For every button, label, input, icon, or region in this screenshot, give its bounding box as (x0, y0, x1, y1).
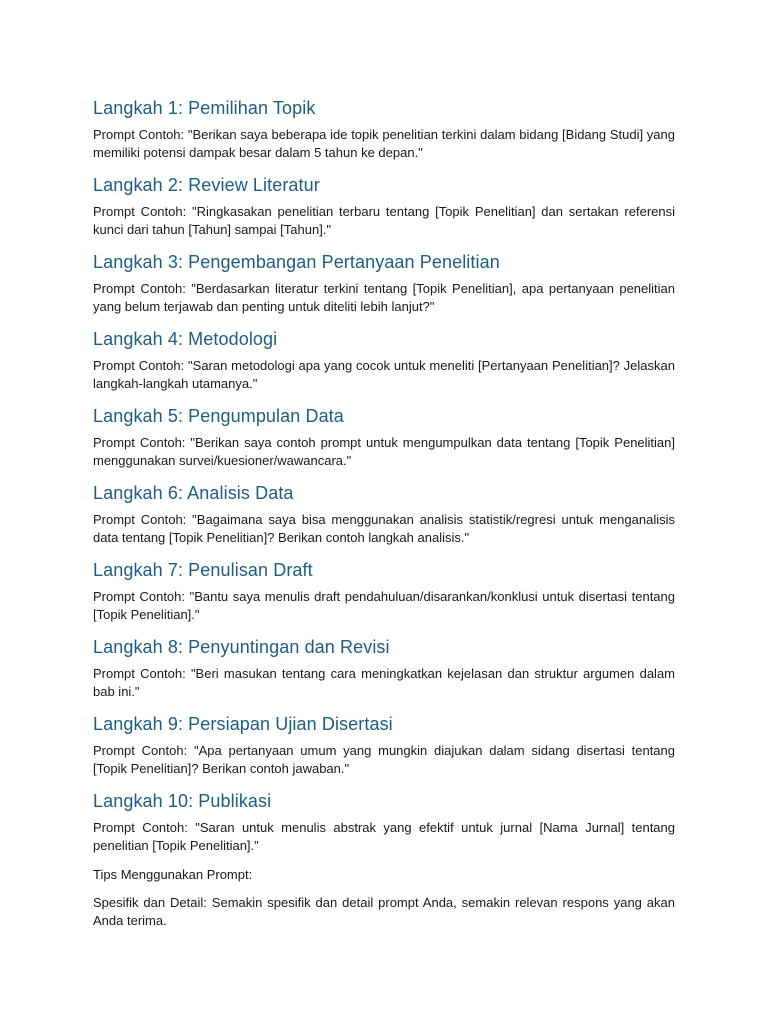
step-2-prompt: Prompt Contoh: "Ringkasakan penelitian terbaru tentang [Topik Penelitian] dan sertakan referensi kunci dari tahun [Tahun] sampai [Tahun]." (93, 204, 675, 237)
tips-title: Tips Menggunakan Prompt: (93, 867, 253, 882)
step-1-heading: Langkah 1: Pemilihan Topik (93, 98, 316, 118)
step-10-section (93, 789, 675, 855)
step-8-section (93, 635, 675, 701)
step-2-heading: Langkah 2: Review Literatur (93, 175, 320, 195)
step-1-section (93, 96, 675, 162)
step-9-prompt: Prompt Contoh: "Apa pertanyaan umum yang mungkin diajukan dalam sidang disertasi tentang [Topik Penelitian]? Berikan contoh jawaban." (93, 743, 675, 776)
step-5-prompt: Prompt Contoh: "Berikan saya contoh prompt untuk mengumpulkan data tentang [Topik Penelitian] menggunakan survei/kuesioner/wawancara." (93, 435, 675, 468)
step-6-heading: Langkah 6: Analisis Data (93, 483, 294, 503)
step-5-heading: Langkah 5: Pengumpulan Data (93, 406, 344, 426)
step-6-section (93, 481, 675, 547)
step-7-heading: Langkah 7: Penulisan Draft (93, 560, 313, 580)
step-3-heading: Langkah 3: Pengembangan Pertanyaan Penelitian (93, 252, 500, 272)
step-4-heading: Langkah 4: Metodologi (93, 329, 278, 349)
step-5-section (93, 404, 675, 470)
step-8-heading: Langkah 8: Penyuntingan dan Revisi (93, 637, 390, 657)
step-3-prompt: Prompt Contoh: "Berdasarkan literatur terkini tentang [Topik Penelitian], apa pertanyaan penelitian yang belum terjawab dan penting untuk diteliti lebih lanjut?" (93, 281, 675, 314)
step-10-prompt: Prompt Contoh: "Saran untuk menulis abstrak yang efektif untuk jurnal [Nama Jurnal] tentang penelitian [Topik Penelitian]." (93, 820, 675, 853)
step-6-prompt: Prompt Contoh: "Bagaimana saya bisa menggunakan analisis statistik/regresi untuk menganalisis data tentang [Topik Penelitian]? Berikan contoh langkah analisis." (93, 512, 675, 545)
step-9-section (93, 712, 675, 778)
step-2-section (93, 173, 675, 239)
step-7-prompt: Prompt Contoh: "Bantu saya menulis draft pendahuluan/disarankan/konklusi untuk disertasi tentang [Topik Penelitian]." (93, 589, 675, 622)
step-7-section (93, 558, 675, 624)
step-4-section (93, 327, 675, 393)
step-9-heading: Langkah 9: Persiapan Ujian Disertasi (93, 714, 393, 734)
tips-text: Spesifik dan Detail: Semakin spesifik dan detail prompt Anda, semakin relevan respons yang akan Anda terima. (93, 895, 675, 928)
step-10-heading: Langkah 10: Publikasi (93, 791, 272, 811)
step-4-prompt: Prompt Contoh: "Saran metodologi apa yang cocok untuk meneliti [Pertanyaan Penelitian]? Jelaskan langkah-langkah utamanya." (93, 358, 675, 391)
step-1-prompt: Prompt Contoh: "Berikan saya beberapa ide topik penelitian terkini dalam bidang [Bidang Studi] yang memiliki potensi dampak besar dalam 5 tahun ke depan." (93, 127, 675, 160)
step-3-section (93, 250, 675, 316)
step-8-prompt: Prompt Contoh: "Beri masukan tentang cara meningkatkan kejelasan dan struktur argumen dalam bab ini." (93, 666, 675, 699)
